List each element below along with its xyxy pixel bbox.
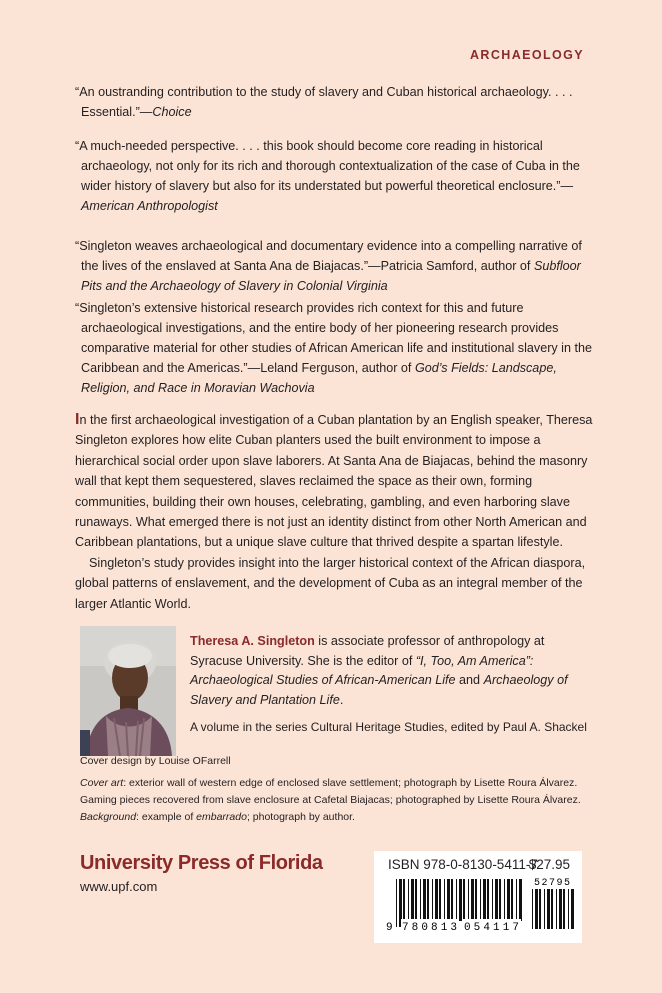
price-code-digits: 52795 — [534, 878, 570, 889]
credit-text: : example of — [136, 811, 197, 823]
isbn-number: ISBN 978-0-8130-5411-7 — [388, 857, 538, 872]
description-paragraph-1 — [75, 410, 595, 553]
barcode-bar — [432, 879, 433, 921]
barcode-bar — [532, 889, 533, 929]
paragraph-text: n the first archaeological investigation of a Cuban plantation by an English speaker, Theresa Singleton explores how elite Cuban planters used the built environment to impose a hierarchical social order upon slave laborers. At Santa Ana de Biajacas, behind the masonry wall that kept them sequestered, slaves reclaimed the space as their own, forming communities, building their own houses, celebrating, gambling, and even harboring slave runaways. What emerged there is not just an identity distinct from other North American and Caribbean plantations, but a unique slave culture that thrived despite a spartan lifestyle. — [75, 413, 593, 550]
ean-first-digit: 9 — [386, 922, 393, 934]
author-name: Theresa A. Singleton — [190, 634, 315, 648]
barcode-bar — [556, 889, 557, 929]
barcode-bar — [547, 889, 550, 929]
barcode-bar — [411, 879, 414, 921]
publisher-name: University Press of Florida — [80, 852, 323, 874]
barcode-graphic — [374, 851, 582, 943]
series-note: A volume in the series Cultural Heritage Studies, edited by Paul A. Shackel — [190, 720, 587, 734]
barcode-bar — [459, 879, 462, 921]
barcode-bar — [463, 879, 465, 921]
cover-art-credit — [80, 775, 600, 826]
barcode-bar — [483, 879, 486, 921]
price-addon-bars — [532, 889, 574, 929]
quote-source: —American Anthropologist — [81, 179, 574, 213]
quote-source: Subfloor Pits and the Archaeology of Slavery in Colonial Virginia — [81, 259, 581, 293]
barcode-bar — [559, 889, 562, 929]
review-quote-american-anthropologist — [75, 136, 601, 216]
credit-text: ; photograph by author. — [246, 811, 355, 823]
barcode-bar — [487, 879, 489, 921]
ean-right-digits: 054117 — [464, 922, 519, 934]
price: $27.95 — [528, 857, 570, 872]
book-title: “I, Too, Am America”: Archaeological Studies of African-American Life — [190, 653, 534, 688]
barcode-bar — [504, 879, 505, 921]
barcode-bar — [403, 879, 405, 921]
quote-text: “An oustranding contribution to the study of slavery and Cuban historical archaeology. . . . Essential.” — [75, 85, 573, 119]
author-bio — [190, 632, 590, 710]
background-label: Background — [80, 811, 137, 823]
quote-text: “Singleton’s extensive historical research provides rich context for this and future archaeological investigations, and the entire body of her pioneering research provides comparative material for other studies of African American life and institutional slavery in the Caribbean and the Americas.”—Leland Ferguson, author of — [75, 301, 592, 375]
barcode-bar — [423, 879, 426, 921]
author-photo — [80, 626, 176, 756]
isbn-barcode-block — [374, 851, 582, 943]
barcode-bar — [435, 879, 438, 921]
barcode-bar — [492, 879, 493, 921]
barcode-bar — [544, 889, 545, 929]
barcode-bar — [551, 889, 553, 929]
term: embarrado — [196, 811, 247, 823]
barcode-bar — [475, 879, 477, 921]
bio-text: and — [455, 673, 484, 688]
barcode-bar — [427, 879, 429, 921]
barcode-bar — [420, 879, 421, 921]
cover-design-credit: Cover design by Louise OFarrell — [80, 755, 231, 767]
quote-source: —Choice — [139, 105, 192, 119]
barcode-bar — [439, 879, 441, 921]
author-portrait-image — [80, 626, 176, 756]
barcode-bar — [415, 879, 417, 921]
barcode-bar — [571, 889, 574, 929]
cover-art-label: Cover art — [80, 777, 124, 789]
barcode-bar — [519, 879, 522, 921]
credit-text: : exterior wall of western edge of enclosed slave settlement; photograph by Lisette Roura Álvarez. Gaming pieces recovered from slave enclosure at Cafetal Biajacas; photographed by Lisette Roura Álvarez. — [80, 777, 581, 806]
book-title: Archaeology of Slavery and Plantation Life — [190, 673, 568, 707]
quote-text: “Singleton weaves archaeological and documentary evidence into a compelling narrative of the lives of the enslaved at Santa Ana de Biajacas.”—Patricia Samford, author of — [75, 239, 582, 273]
barcode-bar — [507, 879, 510, 921]
barcode-bar — [499, 879, 501, 921]
ean-left-digits: 780813 — [402, 922, 457, 934]
barcode-bar — [495, 879, 498, 921]
publisher-website: www.upf.com — [80, 879, 158, 894]
barcode-bar — [396, 879, 397, 927]
review-quote-choice — [75, 82, 601, 122]
bio-text: . — [339, 692, 344, 707]
barcode-bar — [408, 879, 409, 921]
barcode-bar — [468, 879, 469, 921]
bio-text: is associate professor of anthropology at Syracuse University. She is the editor of — [190, 634, 545, 668]
review-quote-ferguson — [75, 298, 601, 398]
review-quote-samford — [75, 236, 601, 296]
barcode-bar — [539, 889, 541, 929]
barcode-bar — [568, 889, 569, 929]
barcode-bar — [480, 879, 481, 921]
quote-source: God’s Fields: Landscape, Religion, and Race in Moravian Wachovia — [81, 361, 557, 395]
barcode-bar — [471, 879, 474, 921]
category-label: ARCHAEOLOGY — [469, 48, 584, 62]
barcode-bar — [563, 889, 565, 929]
quote-text: “A much-needed perspective. . . . this book should become core reading in historical archaeology, not only for its rich and thorough contextualization of the case of Cuba in the wider history of slavery but also for its understated but powerful theoretical enclosure.” — [75, 139, 580, 193]
barcode-bar — [444, 879, 445, 921]
barcode-bar — [447, 879, 450, 921]
drop-cap: I — [75, 411, 80, 428]
barcode-bar — [535, 889, 538, 929]
book-description — [75, 410, 595, 614]
description-paragraph-2: Singleton’s study provides insight into the larger historical context of the African diaspora, global patterns of enslavement, and the development of Cuba as an integral member of the larger Atlantic World. — [75, 555, 586, 611]
